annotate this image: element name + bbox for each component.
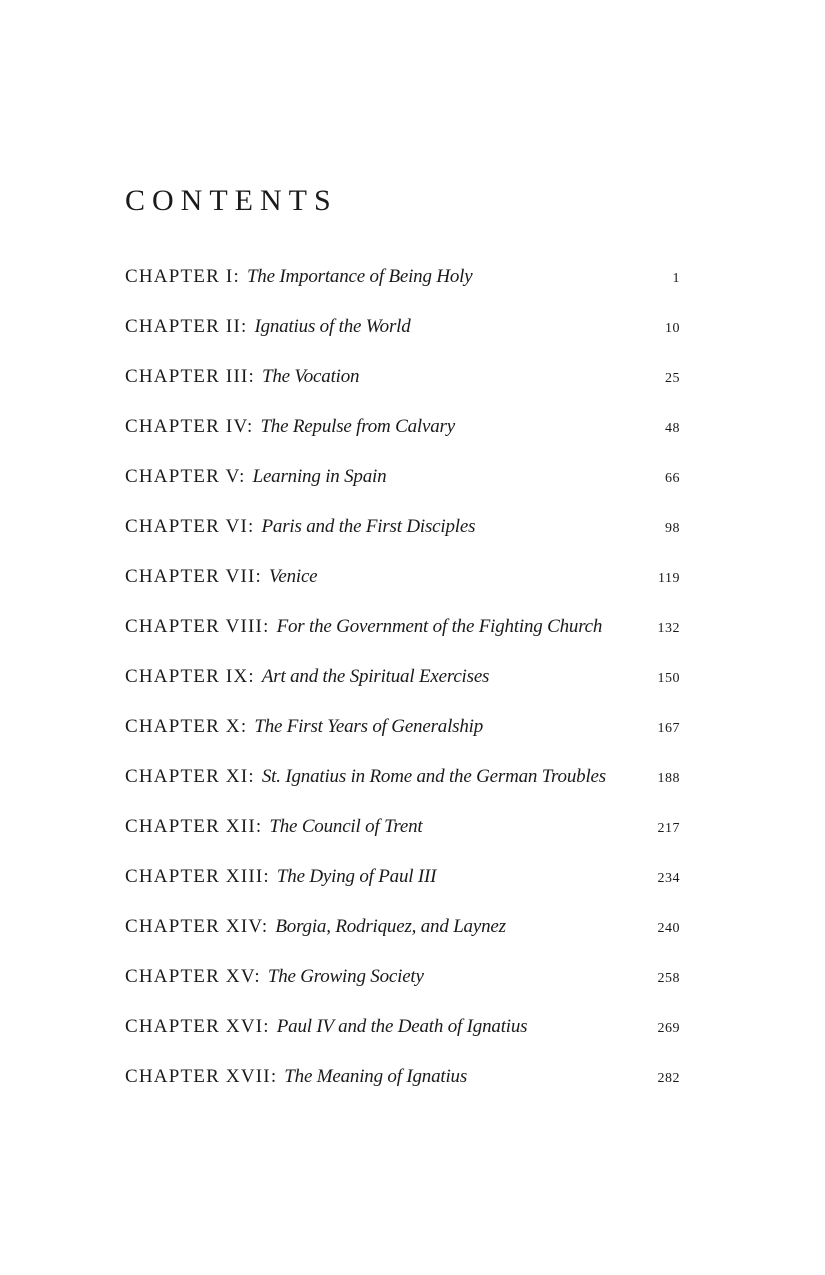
page-number: 48 xyxy=(665,421,680,436)
page-number: 234 xyxy=(657,871,680,886)
toc-entry-8[interactable] xyxy=(125,616,680,666)
chapter-label: CHAPTER XVII: xyxy=(125,1066,278,1087)
chapter-label: CHAPTER X: xyxy=(125,716,248,737)
toc-entry-15[interactable] xyxy=(125,966,680,1016)
page-number: 119 xyxy=(658,571,680,586)
page-number: 150 xyxy=(657,671,680,686)
chapter-title: The First Years of Generalship xyxy=(254,716,484,737)
chapter-label: CHAPTER I: xyxy=(125,266,240,287)
chapter-title: St. Ignatius in Rome and the German Troubles xyxy=(261,766,606,787)
chapter-title: The Repulse from Calvary xyxy=(260,416,455,437)
chapter-label: CHAPTER VII: xyxy=(125,566,263,587)
page-title: CONTENTS xyxy=(125,184,338,217)
chapter-title: The Dying of Paul III xyxy=(276,866,437,887)
page-number: 217 xyxy=(657,821,680,836)
table-of-contents xyxy=(125,266,680,1116)
chapter-title: Learning in Spain xyxy=(252,466,387,487)
chapter-title: Paris and the First Disciples xyxy=(261,516,476,537)
chapter-title: The Council of Trent xyxy=(269,816,423,837)
page-number: 25 xyxy=(665,371,680,386)
chapter-label: CHAPTER IX: xyxy=(125,666,255,687)
toc-entry-4[interactable] xyxy=(125,416,680,466)
chapter-title: For the Government of the Fighting Church xyxy=(276,616,603,637)
chapter-label: CHAPTER XII: xyxy=(125,816,263,837)
chapter-label: CHAPTER IV: xyxy=(125,416,254,437)
chapter-label: CHAPTER XI: xyxy=(125,766,255,787)
toc-entry-16[interactable] xyxy=(125,1016,680,1066)
page-number: 188 xyxy=(657,771,680,786)
page-number: 1 xyxy=(672,271,680,286)
chapter-label: CHAPTER V: xyxy=(125,466,246,487)
chapter-title: Ignatius of the World xyxy=(254,316,411,337)
chapter-title: The Growing Society xyxy=(267,966,424,987)
toc-entry-17[interactable] xyxy=(125,1066,680,1116)
chapter-title: The Importance of Being Holy xyxy=(246,266,473,287)
chapter-title: Borgia, Rodriquez, and Laynez xyxy=(275,916,506,937)
page-number: 269 xyxy=(657,1021,680,1036)
chapter-label: CHAPTER VIII: xyxy=(125,616,270,637)
page-number: 258 xyxy=(657,971,680,986)
toc-entry-5[interactable] xyxy=(125,466,680,516)
page-number: 98 xyxy=(665,521,680,536)
toc-entry-9[interactable] xyxy=(125,666,680,716)
toc-entry-11[interactable] xyxy=(125,766,680,816)
page-number: 282 xyxy=(657,1071,680,1086)
chapter-title: Art and the Spiritual Exercises xyxy=(261,666,490,687)
toc-entry-1[interactable] xyxy=(125,266,680,316)
chapter-label: CHAPTER XIII: xyxy=(125,866,270,887)
page-number: 10 xyxy=(665,321,680,336)
toc-entry-6[interactable] xyxy=(125,516,680,566)
chapter-label: CHAPTER III: xyxy=(125,366,255,387)
toc-entry-13[interactable] xyxy=(125,866,680,916)
chapter-title: The Vocation xyxy=(261,366,360,387)
toc-entry-14[interactable] xyxy=(125,916,680,966)
chapter-title: Paul IV and the Death of Ignatius xyxy=(276,1016,528,1037)
toc-entry-2[interactable] xyxy=(125,316,680,366)
chapter-label: CHAPTER XVI: xyxy=(125,1016,270,1037)
chapter-label: CHAPTER II: xyxy=(125,316,248,337)
chapter-title: Venice xyxy=(269,566,318,587)
chapter-title: The Meaning of Ignatius xyxy=(284,1066,468,1087)
chapter-label: CHAPTER XIV: xyxy=(125,916,269,937)
toc-entry-7[interactable] xyxy=(125,566,680,616)
page-number: 240 xyxy=(657,921,680,936)
toc-entry-3[interactable] xyxy=(125,366,680,416)
chapter-label: CHAPTER VI: xyxy=(125,516,255,537)
page-number: 132 xyxy=(657,621,680,636)
toc-entry-12[interactable] xyxy=(125,816,680,866)
page-number: 66 xyxy=(665,471,680,486)
chapter-label: CHAPTER XV: xyxy=(125,966,261,987)
page-number: 167 xyxy=(657,721,680,736)
toc-entry-10[interactable] xyxy=(125,716,680,766)
